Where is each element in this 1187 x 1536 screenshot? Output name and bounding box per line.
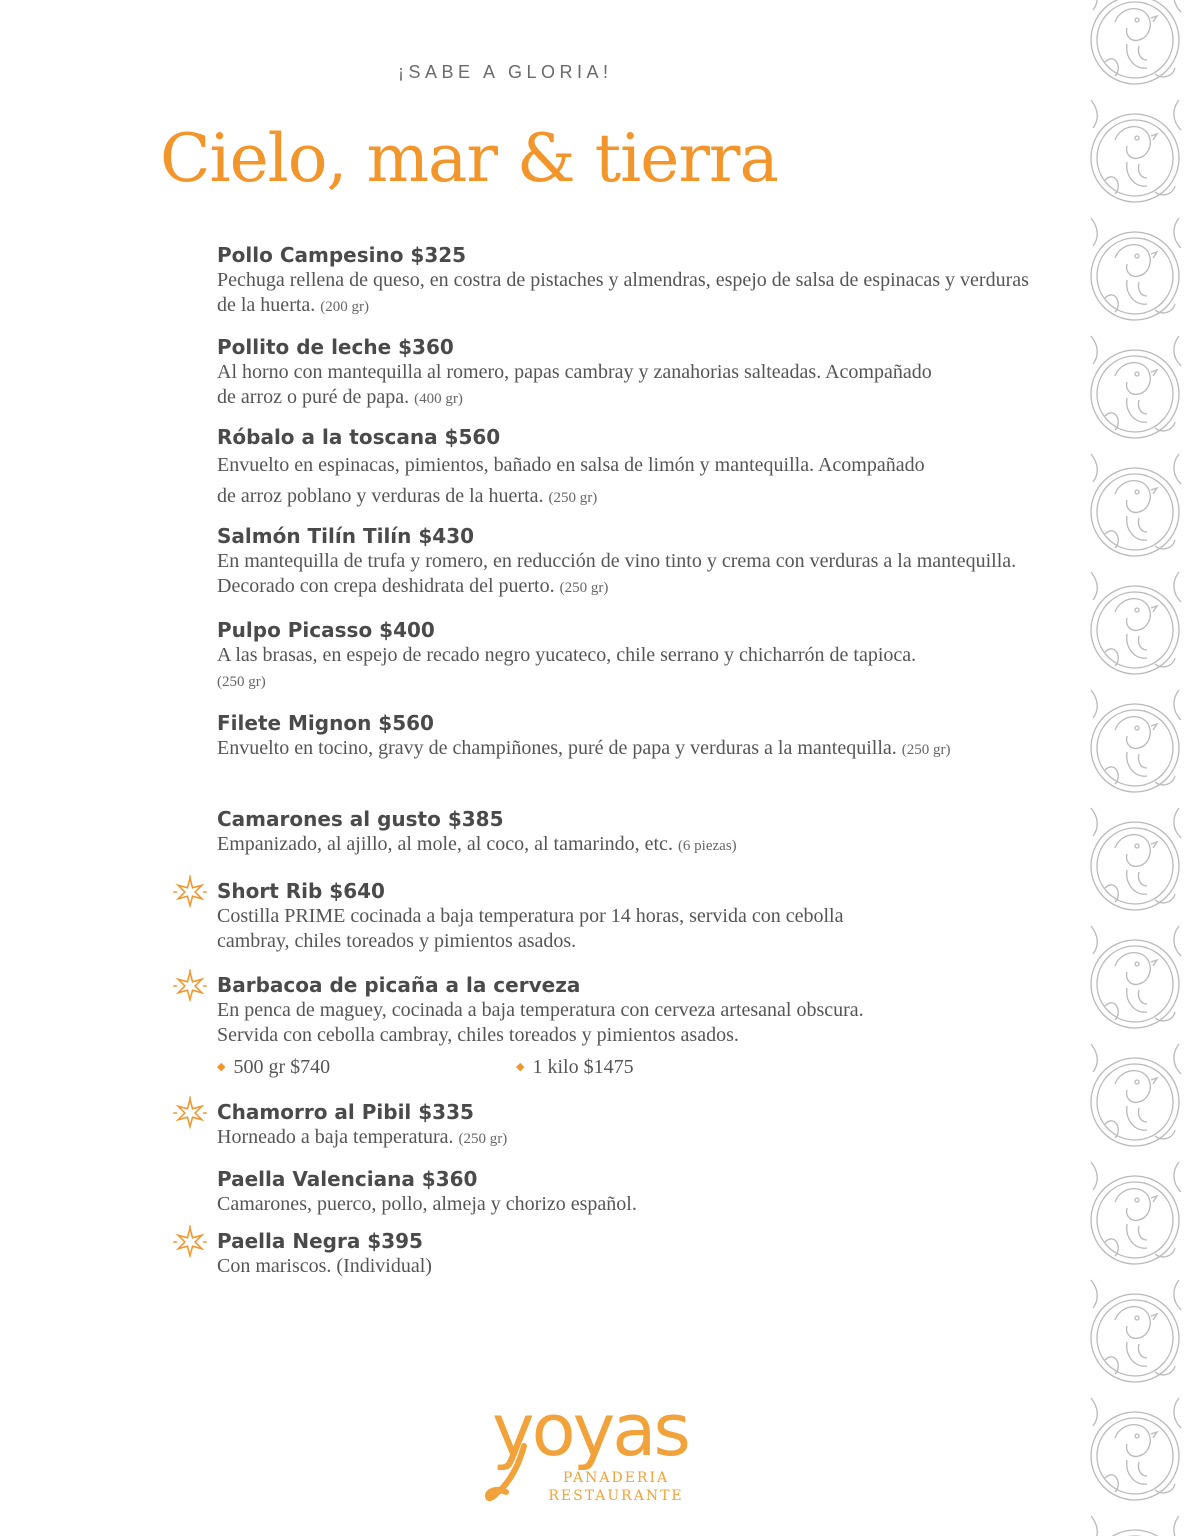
item-name: Pollo Campesino $325	[217, 243, 467, 267]
item-description: Costilla PRIME cocinada a baja temperatura por 14 horas, servida con cebolla cambray, chiles toreados y pimientos asados.	[217, 905, 844, 952]
menu-item	[217, 242, 1037, 320]
menu-item	[217, 806, 1037, 859]
item-name: Short Rib $640	[217, 879, 385, 903]
chef-star-icon	[173, 1096, 207, 1130]
chef-star-icon	[173, 875, 207, 909]
item-name: Pulpo Picasso $400	[217, 618, 435, 642]
bird-medallion-pattern	[1085, 0, 1187, 1536]
item-description: Envuelto en tocino, gravy de champiñones, puré de papa y verduras a la mantequilla.	[217, 737, 897, 759]
item-description: Camarones, puerco, pollo, almeja y chorizo español.	[217, 1193, 637, 1215]
menu-item	[217, 972, 1037, 1082]
item-name: Paella Valenciana $360	[217, 1167, 478, 1191]
item-description: En mantequilla de trufa y romero, en reducción de vino tinto y crema con verduras a la mantequilla. Decorado con crepa deshidrata del puerto.	[217, 550, 1017, 597]
menu-item	[217, 710, 1037, 763]
item-portion: (250 gr)	[217, 674, 266, 690]
item-description: Pechuga rellena de queso, en costra de pistaches y almendras, espejo de salsa de espinacas y verduras de la huerta.	[217, 269, 1029, 316]
item-description: Empanizado, al ajillo, al mole, al coco, al tamarindo, etc.	[217, 833, 673, 855]
logo-wordmark: yoyas	[492, 1388, 688, 1472]
item-portion: (6 piezas)	[677, 838, 737, 854]
item-portion: (250 gr)	[559, 580, 609, 596]
item-portion: (250 gr)	[548, 490, 598, 506]
chef-star-icon	[173, 969, 207, 1003]
menu-item	[217, 617, 1037, 695]
item-description: Con mariscos. (Individual)	[217, 1255, 432, 1277]
logo-line-1: PANADERIA	[562, 1470, 670, 1486]
logo-line-2: RESTAURANTE	[548, 1488, 684, 1504]
menu-item	[217, 878, 1037, 954]
item-name: Paella Negra $395	[217, 1229, 423, 1253]
item-description: Al horno con mantequilla al romero, papas cambray y zanahorias salteadas. Acompañado de arroz o puré de papa.	[217, 361, 932, 408]
option-small: ◆ 500 gr $740	[217, 1056, 331, 1078]
item-description: Envuelto en espinacas, pimientos, bañado en salsa de limón y mantequilla. Acompañado de arroz poblano y verduras de la huerta.	[217, 454, 925, 507]
item-name: Filete Mignon $560	[217, 711, 434, 735]
brand-logo	[484, 1390, 714, 1510]
item-name: Róbalo a la toscana $560	[217, 425, 501, 449]
chef-star-icon	[173, 1225, 207, 1259]
item-portion: (200 gr)	[320, 299, 370, 315]
item-portion: (250 gr)	[901, 742, 951, 758]
menu-item	[217, 1166, 1037, 1217]
item-portion: (400 gr)	[414, 391, 463, 407]
menu-item	[217, 1228, 1037, 1279]
item-description: En penca de maguey, cocinada a baja temperatura con cerveza artesanal obscura. Servida con cebolla cambray, chiles toreados y pimientos asados.	[217, 999, 864, 1046]
tagline: ¡SABE A GLORIA!	[398, 62, 613, 82]
item-name: Chamorro al Pibil $335	[217, 1100, 474, 1124]
menu-item	[217, 424, 1037, 514]
menu-item	[217, 1099, 1037, 1152]
item-name: Salmón Tilín Tilín $430	[217, 524, 475, 548]
item-name: Camarones al gusto $385	[217, 807, 504, 831]
option-large: ◆ 1 kilo $1475	[516, 1056, 634, 1078]
page-title: Cielo, mar & tierra	[160, 120, 778, 197]
item-description: Horneado a baja temperatura.	[217, 1126, 454, 1148]
item-description: A las brasas, en espejo de recado negro yucateco, chile serrano y chicharrón de tapioca.	[217, 644, 917, 666]
menu-item	[217, 523, 1037, 601]
item-portion: (250 gr)	[458, 1131, 508, 1147]
menu-item	[217, 334, 1037, 412]
logo-swash-icon	[484, 1442, 544, 1506]
item-name: Pollito de leche $360	[217, 335, 454, 359]
item-name: Barbacoa de picaña a la cerveza	[217, 973, 581, 997]
